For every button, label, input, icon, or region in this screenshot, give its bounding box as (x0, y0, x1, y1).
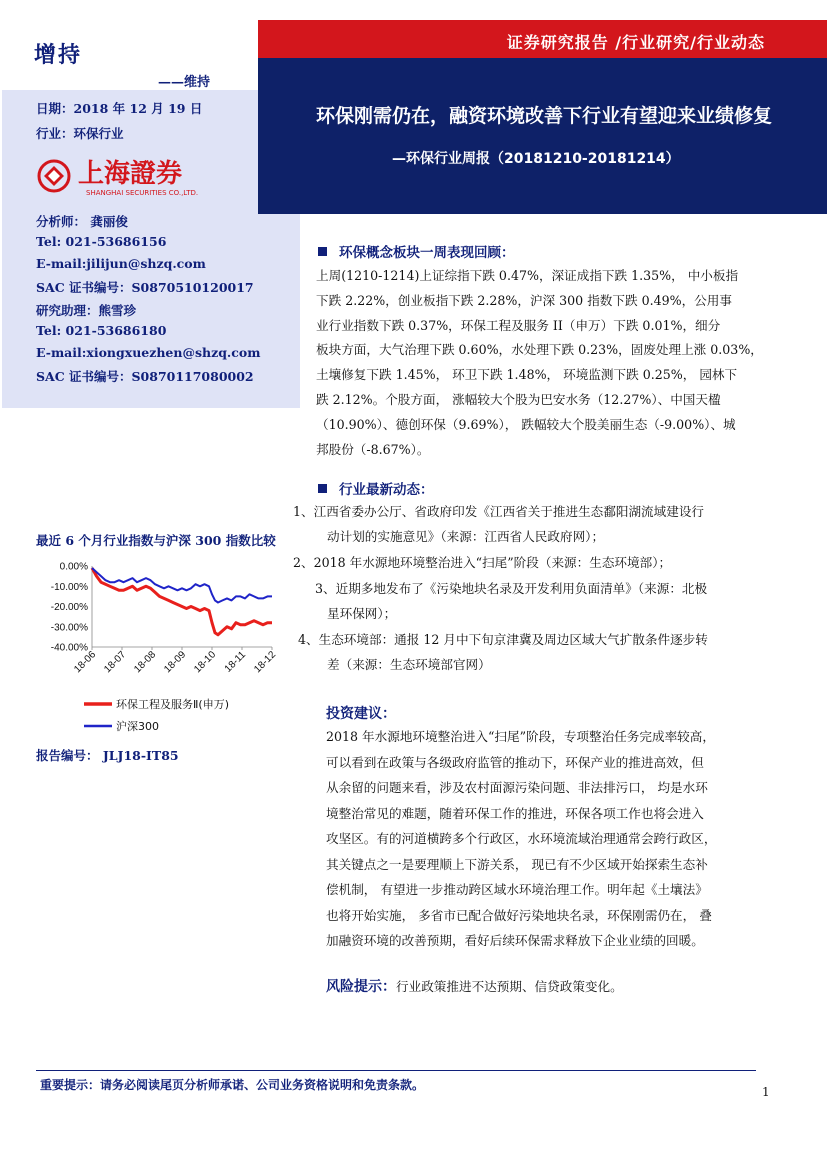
shanghai-securities-logo (34, 154, 234, 198)
news-item-2: 2、2018 年水源地环境整治进入“扫尾”阶段（来源：生态环境部）； (293, 555, 672, 570)
x-tick-label: 18-08 (132, 649, 159, 676)
x-tick-label: 18-11 (222, 649, 249, 675)
square-bullet-icon (318, 247, 327, 256)
chart-title: 最近 6 个月行业指数与沪深 300 指数比较 (36, 533, 276, 548)
x-tick-label: 18-09 (162, 649, 189, 676)
report-number: 报告编号： JLJ18-IT85 (36, 748, 179, 763)
y-tick-label: -40.00% (50, 642, 88, 654)
y-tick-label: -20.00% (50, 602, 88, 613)
analyst-email[interactable]: E-mail:jilijun@shzq.com (36, 256, 206, 271)
important-notice: 重要提示：请务必阅读尾页分析师承诺、公司业务资格说明和免责条款。 (40, 1078, 425, 1092)
investment-advice-text: 2018 年水源地环境整治进入“扫尾”阶段，专项整治任务完成率较高， 可以看到在政策与各级政府监管的推动下，环保产业的推进高效，但 从余留的问题来看，涉及农村面源污染问题、非法排污口， 均是水环 境整治常见的难题，随着环保工作的推进，环保各项工作也将会进入 攻坚区。有的河道横跨多个行政区，水环境流域治理通常会跨行政区， 其关键点之一是要理顺上下游关系， 现已有不少区域开始探索生态补 偿机制， 有望进一步推动跨区域水环境治理工作。明年起《土壤法》 也将开始实施， 多省市已配合做好污染地块名录，环保刚需仍在， 叠 加融资环境的改善预期，看好后续环保需求释放下企业业绩的回暖。 (326, 729, 717, 948)
news-item-3-cont: 星环保网）； (327, 606, 397, 621)
section-weekly-review-heading: 环保概念板块一周表现回顾： (318, 241, 515, 261)
legend-label: 环保工程及服务Ⅱ(申万) (116, 698, 229, 711)
x-tick-label: 18-10 (192, 649, 219, 676)
x-tick-label: 18-12 (252, 649, 279, 676)
report-industry: 行业：环保行业 (36, 126, 124, 141)
assistant-sac: SAC 证书编号：S0870117080002 (36, 369, 254, 384)
rating-sub: ——维持 (158, 75, 211, 90)
y-tick-label: -30.00% (50, 622, 88, 634)
page-number: 1 (762, 1085, 770, 1099)
analyst-name: 分析师： 龚丽俊 (36, 214, 128, 229)
report-title: 环保刚需仍在，融资环境改善下行业有望迎来业绩修复 (315, 105, 772, 127)
series-industry-line (92, 568, 272, 635)
footer-divider (36, 1070, 756, 1071)
news-item-4: 4、生态环境部：通报 12 月中下旬京津冀及周边区域大气扩散条件逐步转 (298, 632, 708, 647)
report-date: 日期：2018 年 12 月 19 日 (36, 101, 203, 116)
y-tick-label: 0.00% (59, 561, 88, 573)
rating: 增持 (34, 43, 83, 68)
assistant-tel: Tel: 021-53686180 (36, 323, 167, 338)
series-hs300-line (92, 568, 272, 603)
risk-label: 风险提示： (326, 979, 396, 995)
assistant-email[interactable]: E-mail:xiongxuezhen@shzq.com (36, 345, 261, 360)
title-box (258, 58, 827, 214)
index-comparison-chart (32, 552, 300, 757)
report-category: 证券研究报告 /行业研究/行业动态 (506, 33, 765, 52)
news-item-1-cont: 动计划的实施意见》（来源：江西省人民政府网）； (327, 529, 605, 544)
assistant-name: 研究助理：熊雪珍 (36, 303, 137, 318)
news-item-3: 3、近期多地发布了《污染地块名录及开发利用负面清单》（来源：北极 (315, 581, 708, 596)
y-tick-label: -10.00% (50, 581, 88, 593)
legend-label: 沪深300 (116, 720, 159, 733)
x-tick-label: 18-06 (72, 649, 99, 676)
weekly-review-text: 上周(1210-1214)上证综指下跌 0.47%，深证成指下跌 1.35%， 中小板指 下跌 2.22%，创业板指下跌 2.28%，沪深 300 指数下跌 0.49%，公用事 业行业指数下跌 0.37%，环保工程及服务 II（申万）下跌 0.01%，细分 板块方面，大气治理下跌 0.60%，水处理下跌 0.23%，固废处理上涨 0.03%， 土壤修复下跌 1.45%， 环卫下跌 1.48%， 环境监测下跌 0.25%， 园林下 跌 2.12%。个股方面， 涨幅较大个股为巴安水务（12.27%）、中国天楹 （10.90%）、德创环保（9.69%）， 跌幅较大个股美丽生态（-9.00%）、城 邦股份（-8.67%）。 (316, 268, 763, 457)
risk-text: 行业政策推进不达预期、信贷政策变化。 (396, 979, 623, 994)
square-bullet-icon (318, 484, 327, 493)
x-tick-label: 18-07 (102, 649, 129, 676)
news-item-4-cont: 差（来源：生态环境部官网） (327, 657, 491, 672)
report-subtitle: —环保行业周报（20181210-20181214） (392, 151, 680, 167)
news-item-1: 1、江西省委办公厅、省政府印发《江西省关于推进生态鄱阳湖流域建设行 (293, 504, 705, 519)
investment-advice-heading: 投资建议： (326, 706, 396, 722)
logo-cn-text: 上海證券 (78, 159, 183, 189)
section-industry-news-heading: 行业最新动态： (318, 478, 434, 498)
analyst-tel: Tel: 021-53686156 (36, 234, 167, 249)
risk-note (326, 976, 623, 996)
logo-en-text: SHANGHAI SECURITIES CO.,LTD. (86, 189, 199, 197)
analyst-sac: SAC 证书编号：S0870510120017 (36, 280, 254, 295)
